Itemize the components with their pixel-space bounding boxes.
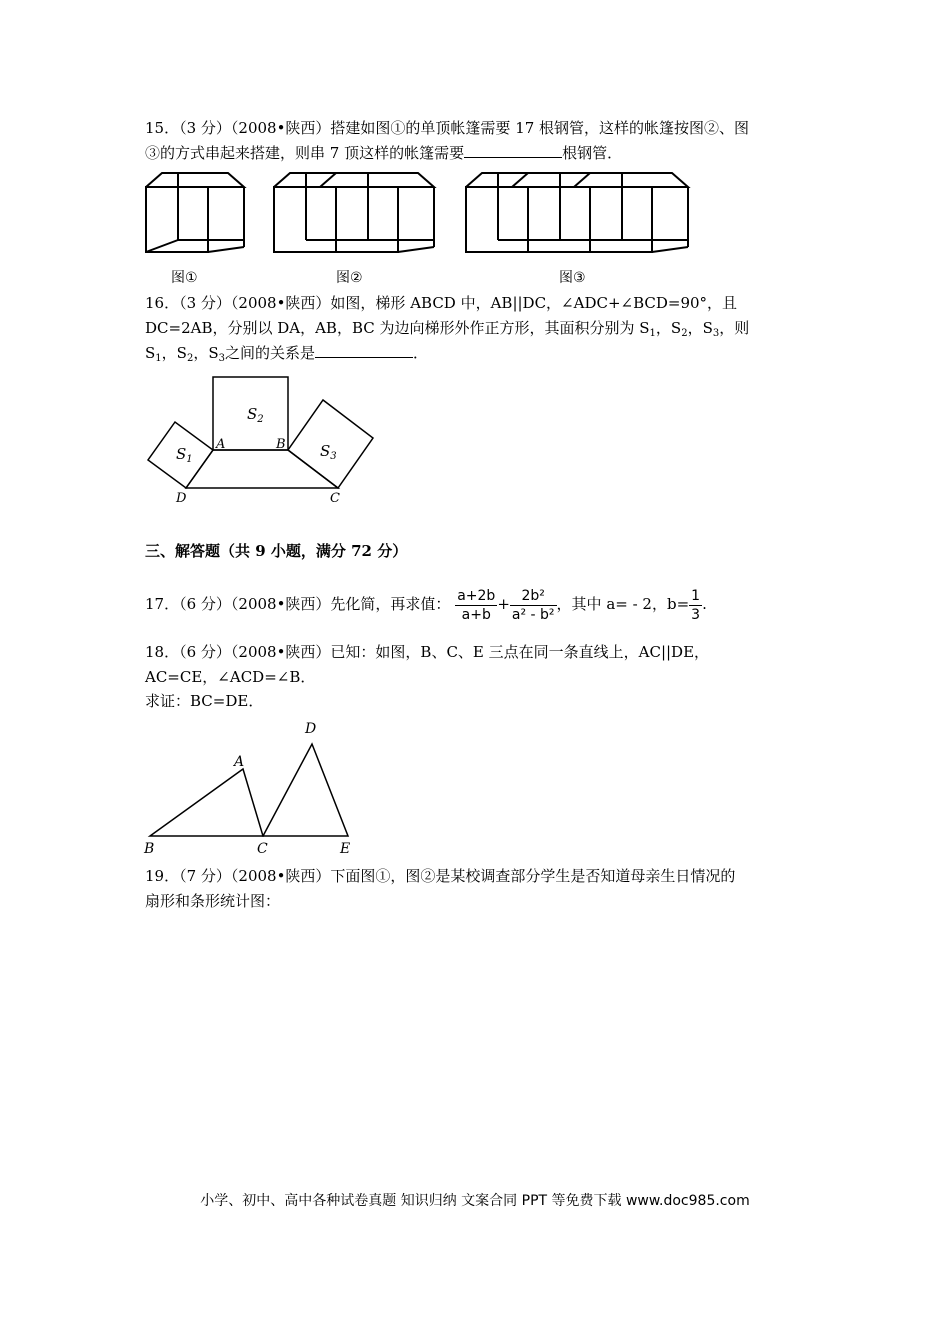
q16-sub: 2	[186, 353, 194, 364]
q17-line	[145, 584, 707, 624]
label-e: E	[340, 841, 351, 857]
q17-fraction-2	[510, 587, 557, 624]
q16-line2-d: ，则	[719, 319, 750, 337]
q18-line1: 18．（6 分）（2008•陕西）已知：如图，B、C、E 三点在同一条直线上，AC||DE，	[145, 643, 710, 661]
section-heading: 三、解答题（共 9 小题，满分 72 分）	[145, 542, 408, 560]
tent-figure-3	[466, 173, 688, 252]
frac3-den: 3	[691, 606, 701, 623]
q19-line2: 扇形和条形统计图：	[145, 892, 281, 910]
q16-trapezoid-figure	[140, 372, 390, 507]
label-a: A	[216, 437, 226, 452]
q16-sub: 1	[155, 353, 162, 364]
square-s3	[288, 400, 373, 488]
label-d: D	[176, 491, 187, 506]
label-a: A	[234, 754, 245, 770]
fig3-label: 图③	[559, 270, 586, 286]
q17-middle: ，其中 a= - 2，b=	[556, 595, 690, 613]
q16-line2-c: ，S	[687, 319, 713, 337]
q17-prefix: 17．（6 分）（2008•陕西）先化简，再求值：	[145, 595, 451, 613]
frac3-num: 1	[691, 587, 701, 604]
label-s1: $S_1$	[176, 445, 193, 465]
q18-line3: 求证：BC=DE．	[145, 692, 264, 710]
tent-figure-1	[146, 173, 244, 252]
frac2-den: a² - b²	[511, 606, 555, 623]
label-b: B	[144, 841, 155, 857]
label-b: B	[276, 437, 286, 452]
q15-line1: 15．（3 分）（2008•陕西）搭建如图①的单顶帐篷需要 17 根钢管，这样的帐篷按图②、图	[145, 119, 750, 137]
q16-line3	[145, 341, 428, 371]
fig2-label: 图②	[336, 270, 363, 286]
frac2-num: 2b²	[510, 587, 557, 606]
q15-tent-figures	[140, 165, 700, 290]
q17-plus: +	[497, 595, 510, 613]
q16-line3-a: S	[145, 344, 156, 362]
q16-sub: 3	[712, 328, 720, 339]
q15-answer-blank[interactable]	[464, 143, 562, 158]
q16-line2-b: ，S	[655, 319, 682, 337]
triangle-abc	[150, 769, 263, 836]
q16-line3-c: ，S	[193, 344, 219, 362]
tent-figure-2	[274, 173, 434, 252]
q18-triangle-figure	[140, 716, 370, 861]
label-s3: $S_3$	[320, 442, 337, 462]
q19-line1: 19．（7 分）（2008•陕西）下面图①，图②是某校调查部分学生是否知道母亲生日情况的	[145, 867, 736, 885]
q16-line3-d: 之间的关系是	[224, 344, 315, 362]
q16-line2-a: DC=2AB，分别以 DA，AB，BC 为边向梯形外作正方形，其面积分别为 S	[145, 319, 650, 337]
q16-line3-e: ．	[412, 344, 428, 362]
q16-sub: 3	[218, 353, 225, 364]
q17-fraction-3	[689, 587, 702, 624]
frac1-den: a+b	[461, 606, 491, 623]
label-d: D	[305, 721, 317, 737]
fig1-label: 图①	[171, 270, 198, 286]
triangle-cde	[263, 744, 348, 836]
q16-sub: 2	[681, 328, 688, 339]
label-s2: $S_2$	[247, 405, 264, 425]
frac1-num: a+2b	[457, 587, 496, 604]
q17-fraction-1	[455, 587, 497, 624]
q18-line2: AC=CE，∠ACD=∠B．	[145, 668, 316, 686]
q15-line2-text: ③的方式串起来搭建，则串 7 顶这样的帐篷需要	[145, 144, 465, 162]
label-c: C	[257, 841, 268, 857]
q16-sub: 1	[649, 328, 656, 339]
q15-line2	[145, 141, 622, 165]
q17-end: .	[702, 595, 707, 613]
page-footer: 小学、初中、高中各种试卷真题 知识归纳 文案合同 PPT 等免费下载 www.doc985.com	[200, 1193, 750, 1209]
q15-line2-end: 根钢管．	[562, 144, 623, 162]
q16-line3-b: ，S	[161, 344, 187, 362]
q16-line1: 16．（3 分）（2008•陕西）如图，梯形 ABCD 中，AB||DC，∠ADC+∠BCD=90°，且	[145, 294, 738, 312]
q16-answer-blank[interactable]	[315, 343, 413, 358]
label-c: C	[330, 491, 340, 506]
